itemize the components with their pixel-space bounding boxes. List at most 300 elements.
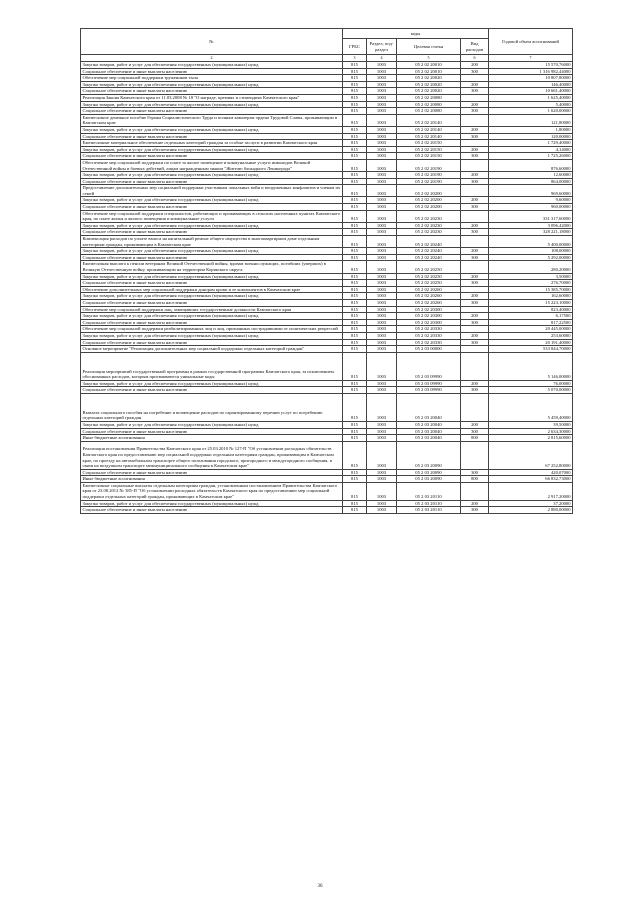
cell-expense-type bbox=[461, 114, 489, 126]
cell-name: Обеспечение мер социальной поддержки лиц, замещавших государственные должности Камчатского края bbox=[81, 306, 343, 313]
cell-section: 1003 bbox=[367, 126, 397, 133]
cell-grbs: 815 bbox=[343, 229, 367, 236]
table-row bbox=[81, 172, 573, 179]
cell-expense-type: 200 bbox=[461, 101, 489, 108]
cell-amount: 2 917,20000 bbox=[489, 482, 573, 500]
cell-amount: 817,22500 bbox=[489, 319, 573, 326]
cell-amount: 331 317,60000 bbox=[489, 210, 573, 222]
table-row bbox=[81, 185, 573, 197]
cell-expense-type: 200 bbox=[461, 62, 489, 69]
cell-grbs: 815 bbox=[343, 380, 367, 387]
cell-target-article: 05 2 02 20190 bbox=[397, 172, 461, 179]
cell-expense-type bbox=[461, 286, 489, 293]
table-row bbox=[81, 108, 573, 115]
cell-amount: 5,40000 bbox=[489, 101, 573, 108]
cell-expense-type bbox=[461, 75, 489, 82]
cell-name: Социальное обеспечение и иные выплаты населению bbox=[81, 319, 343, 326]
table-row bbox=[81, 293, 573, 300]
cell-amount: 120,00000 bbox=[489, 133, 573, 140]
table-row bbox=[81, 75, 573, 82]
cell-target-article: 05 2 02 20300 bbox=[397, 319, 461, 326]
table-row bbox=[81, 197, 573, 204]
cell-amount: 328 221,18000 bbox=[489, 229, 573, 236]
table-row bbox=[81, 313, 573, 320]
cell-expense-type bbox=[461, 326, 489, 333]
cell-grbs: 815 bbox=[343, 236, 367, 248]
cell-amount: 4,14000 bbox=[489, 146, 573, 153]
cell-amount: 20 445,00000 bbox=[489, 326, 573, 333]
cell-expense-type: 300 bbox=[461, 387, 489, 394]
cell-expense-type: 200 bbox=[461, 81, 489, 88]
cell-target-article: 05 2 03 09990 bbox=[397, 380, 461, 387]
cell-amount: 823,40000 bbox=[489, 306, 573, 313]
cell-grbs: 815 bbox=[343, 88, 367, 95]
cell-amount: 2 880,00000 bbox=[489, 507, 573, 514]
table-row bbox=[81, 280, 573, 287]
cell-target-article: 05 2 02 20230 bbox=[397, 229, 461, 236]
table-row bbox=[81, 469, 573, 476]
cell-grbs: 815 bbox=[343, 108, 367, 115]
cell-section: 1003 bbox=[367, 108, 397, 115]
cell-section: 1003 bbox=[367, 75, 397, 82]
cell-expense-type bbox=[461, 261, 489, 273]
cell-target-article: 05 2 02 20080 bbox=[397, 108, 461, 115]
cell-section: 1003 bbox=[367, 326, 397, 333]
cell-expense-type: 200 bbox=[461, 380, 489, 387]
cell-section: 1003 bbox=[367, 146, 397, 153]
cell-grbs: 815 bbox=[343, 140, 367, 147]
cell-target-article: 05 2 02 20010 bbox=[397, 68, 461, 75]
table-row bbox=[81, 81, 573, 88]
cell-section: 1003 bbox=[367, 339, 397, 346]
cell-expense-type: 300 bbox=[461, 280, 489, 287]
cell-section: 1003 bbox=[367, 332, 397, 339]
cell-grbs: 815 bbox=[343, 387, 367, 394]
cell-section: 1003 bbox=[367, 293, 397, 300]
cell-amount: 10 807,80000 bbox=[489, 75, 573, 82]
cell-section: 1003 bbox=[367, 88, 397, 95]
cell-name: Ежемесячные материальное обеспечение отдельных категорий граждан за особые заслуги в развитии Камчатского края bbox=[81, 140, 343, 147]
cell-section: 1003 bbox=[367, 393, 397, 421]
cell-amount: 276,70000 bbox=[489, 280, 573, 287]
cell-name: Закупка товаров, работ и услуг для обеспечения государственных (муниципальных) нужд bbox=[81, 421, 343, 428]
cell-target-article: 05 2 02 20250 bbox=[397, 273, 461, 280]
cell-grbs: 815 bbox=[343, 280, 367, 287]
cell-target-article: 05 2 02 20140 bbox=[397, 114, 461, 126]
cell-target-article: 05 2 02 20200 bbox=[397, 204, 461, 211]
cell-section: 1003 bbox=[367, 380, 397, 387]
cell-section: 1003 bbox=[367, 81, 397, 88]
cell-grbs: 815 bbox=[343, 346, 367, 353]
cell-expense-type: 300 bbox=[461, 507, 489, 514]
table-row bbox=[81, 319, 573, 326]
cell-grbs: 815 bbox=[343, 306, 367, 313]
cell-section: 1003 bbox=[367, 435, 397, 442]
table-row bbox=[81, 210, 573, 222]
cell-target-article: 05 2 02 20240 bbox=[397, 248, 461, 255]
cell-expense-type bbox=[461, 140, 489, 147]
cell-expense-type: 200 bbox=[461, 332, 489, 339]
cell-section: 1003 bbox=[367, 62, 397, 69]
cell-grbs: 815 bbox=[343, 286, 367, 293]
cell-target-article: 05 2 02 20140 bbox=[397, 126, 461, 133]
cell-amount: 9,60000 bbox=[489, 197, 573, 204]
cell-amount: 1 725,26000 bbox=[489, 153, 573, 160]
cell-expense-type: 300 bbox=[461, 469, 489, 476]
cell-amount: 5 459,40000 bbox=[489, 393, 573, 421]
cell-expense-type: 200 bbox=[461, 172, 489, 179]
cell-target-article: 05 2 02 20230 bbox=[397, 222, 461, 229]
cell-target-article: 05 2 03 09990 bbox=[397, 387, 461, 394]
cell-grbs: 815 bbox=[343, 507, 367, 514]
cell-target-article: 05 2 03 20040 bbox=[397, 421, 461, 428]
cell-amount: 3,50000 bbox=[489, 273, 573, 280]
cell-target-article: 05 2 02 20080 bbox=[397, 94, 461, 101]
cell-grbs: 815 bbox=[343, 133, 367, 140]
cell-amount: 12,60000 bbox=[489, 172, 573, 179]
cell-grbs: 815 bbox=[343, 482, 367, 500]
cell-name: Социальное обеспечение и иные выплаты населению bbox=[81, 387, 343, 394]
cell-amount: 864,00000 bbox=[489, 178, 573, 185]
cell-section: 1003 bbox=[367, 500, 397, 507]
cell-name: Закупка товаров, работ и услуг для обеспечения государственных (муниципальных) нужд bbox=[81, 380, 343, 387]
cell-section: 1003 bbox=[367, 476, 397, 483]
cell-name: Социальное обеспечение и иные выплаты населению bbox=[81, 153, 343, 160]
table-row bbox=[81, 380, 573, 387]
cell-amount: 15 223,10000 bbox=[489, 299, 573, 306]
cell-amount: 162,60000 bbox=[489, 293, 573, 300]
table-row bbox=[81, 441, 573, 469]
cell-amount: 15 385,70000 bbox=[489, 286, 573, 293]
header-codes-group: коды bbox=[343, 29, 489, 39]
cell-amount: 15 570,76000 bbox=[489, 62, 573, 69]
cell-name: Закупка товаров, работ и услуг для обеспечения государственных (муниципальных) нужд bbox=[81, 172, 343, 179]
table-row bbox=[81, 254, 573, 261]
cell-grbs: 815 bbox=[343, 204, 367, 211]
cell-name: Иные бюджетные ассигнования bbox=[81, 435, 343, 442]
cell-amount: 1 316 982,44000 bbox=[489, 68, 573, 75]
cell-name: Обеспечение мер социальной поддержки реабилитированных лиц и лиц, признанных пострадавшими от политических репрессий bbox=[81, 326, 343, 333]
cell-name: Социальное обеспечение и иные выплаты населению bbox=[81, 204, 343, 211]
table-row bbox=[81, 153, 573, 160]
cell-amount: 37,20000 bbox=[489, 500, 573, 507]
cell-target-article: 05 2 02 20190 bbox=[397, 178, 461, 185]
table-row bbox=[81, 159, 573, 171]
cell-name: Социальное обеспечение и иные выплаты населению bbox=[81, 299, 343, 306]
cell-name: Компенсация расходов по уплате взноса на капитальный ремонт общего имущества в многоквартирном доме отдельным категориям граждан, проживающим в Камчатском крае bbox=[81, 236, 343, 248]
cell-grbs: 815 bbox=[343, 146, 367, 153]
cell-target-article: 05 2 02 20250 bbox=[397, 261, 461, 273]
cell-section: 1003 bbox=[367, 352, 397, 380]
cell-target-article: 05 2 03 09990 bbox=[397, 352, 461, 380]
cell-grbs: 815 bbox=[343, 126, 367, 133]
cell-name: Социальное обеспечение и иные выплаты населению bbox=[81, 229, 343, 236]
cell-section: 1003 bbox=[367, 428, 397, 435]
cell-amount: 66 832,73000 bbox=[489, 476, 573, 483]
cell-grbs: 815 bbox=[343, 299, 367, 306]
cell-grbs: 815 bbox=[343, 273, 367, 280]
table-row bbox=[81, 229, 573, 236]
cell-expense-type bbox=[461, 482, 489, 500]
cell-expense-type bbox=[461, 210, 489, 222]
cell-amount: 960,00000 bbox=[489, 204, 573, 211]
cell-grbs: 815 bbox=[343, 81, 367, 88]
cell-target-article: 05 2 02 20140 bbox=[397, 133, 461, 140]
cell-grbs: 815 bbox=[343, 293, 367, 300]
cell-section: 1003 bbox=[367, 261, 397, 273]
cell-target-article: 05 2 02 20240 bbox=[397, 236, 461, 248]
cell-section: 1003 bbox=[367, 319, 397, 326]
cell-target-article: 05 2 02 20330 bbox=[397, 339, 461, 346]
cell-section: 1003 bbox=[367, 441, 397, 469]
cell-expense-type: 300 bbox=[461, 153, 489, 160]
header-expense-type: Вид расходов bbox=[461, 39, 489, 55]
cell-amount: 1,80000 bbox=[489, 126, 573, 133]
table-row bbox=[81, 146, 573, 153]
cell-name: Ежемесячное денежное пособие Героям Социалистического Труда и полным кавалерам ордена Трудовой Славы, проживающим в Камчатском крае bbox=[81, 114, 343, 126]
cell-name: Обеспечение дополнительных мер социальной поддержки донорам крови и ее компонентов в Камчатском крае bbox=[81, 286, 343, 293]
cell-expense-type: 300 bbox=[461, 229, 489, 236]
cell-expense-type: 300 bbox=[461, 339, 489, 346]
cell-grbs: 815 bbox=[343, 153, 367, 160]
table-row bbox=[81, 500, 573, 507]
cell-expense-type: 200 bbox=[461, 313, 489, 320]
cell-section: 1003 bbox=[367, 229, 397, 236]
cell-name: Социальное обеспечение и иные выплаты населению bbox=[81, 178, 343, 185]
cell-grbs: 815 bbox=[343, 319, 367, 326]
cell-name: Социальное обеспечение и иные выплаты населению bbox=[81, 507, 343, 514]
cell-amount: 3 096,42000 bbox=[489, 222, 573, 229]
cell-section: 1003 bbox=[367, 387, 397, 394]
table-row bbox=[81, 68, 573, 75]
cell-expense-type: 300 bbox=[461, 88, 489, 95]
cell-name: Реализация постановления Правительства Камчатского края от 25.03.2010 № 127-П "Об установлении расходных обязательств Камчатского края по предоставлению мер социальной поддержки отдельным категориям граждан, проживающим в Камчатском крае, по проезду на автомобильном транспорте общего пользования городского, пригородного и междугородного сообщения, в связи на воздушном транспорте межмуниципального сообщения в Камчатском крае" bbox=[81, 441, 343, 469]
cell-grbs: 815 bbox=[343, 210, 367, 222]
cell-name: Иные бюджетные ассигнования bbox=[81, 476, 343, 483]
cell-name: Социальное обеспечение и иные выплаты населению bbox=[81, 68, 343, 75]
cell-target-article: 05 2 02 20150 bbox=[397, 153, 461, 160]
page-number: 36 bbox=[317, 884, 323, 889]
cell-expense-type bbox=[461, 352, 489, 380]
cell-section: 1003 bbox=[367, 299, 397, 306]
table-row bbox=[81, 273, 573, 280]
table-row bbox=[81, 140, 573, 147]
cell-expense-type bbox=[461, 185, 489, 197]
budget-table-sheet bbox=[80, 28, 572, 514]
cell-expense-type: 300 bbox=[461, 299, 489, 306]
table-row bbox=[81, 248, 573, 255]
cell-amount: 1 620,00000 bbox=[489, 108, 573, 115]
cell-target-article: 05 2 02 20300 bbox=[397, 313, 461, 320]
cell-name: Закупка товаров, работ и услуг для обеспечения государственных (муниципальных) нужд bbox=[81, 101, 343, 108]
cell-target-article: 05 2 02 20250 bbox=[397, 280, 461, 287]
cell-section: 1003 bbox=[367, 222, 397, 229]
cell-name: Обеспечение мер социальной поддержки тружеников тыла bbox=[81, 75, 343, 82]
cell-amount: 76,00000 bbox=[489, 380, 573, 387]
cell-name: Социальное обеспечение и иные выплаты населению bbox=[81, 133, 343, 140]
cell-name: Социальное обеспечение и иные выплаты населению bbox=[81, 428, 343, 435]
cell-name: Закупка товаров, работ и услуг для обеспечения государственных (муниципальных) нужд bbox=[81, 146, 343, 153]
cell-target-article: 05 2 03 20090 bbox=[397, 441, 461, 469]
cell-name: Реализация мероприятий государственной программы в рамках государственной программы Камчатского края, за исключением обоснованных расходов, которым присваиваются уникальные коды bbox=[81, 352, 343, 380]
cell-target-article: 05 2 02 20010 bbox=[397, 62, 461, 69]
cell-name: Социальное обеспечение и иные выплаты населению bbox=[81, 254, 343, 261]
cell-grbs: 815 bbox=[343, 261, 367, 273]
cell-amount: 5 292,00000 bbox=[489, 254, 573, 261]
cell-grbs: 815 bbox=[343, 421, 367, 428]
cell-section: 1003 bbox=[367, 273, 397, 280]
table-row bbox=[81, 126, 573, 133]
cell-target-article: 05 2 02 20150 bbox=[397, 146, 461, 153]
cell-expense-type: 300 bbox=[461, 108, 489, 115]
cell-expense-type bbox=[461, 393, 489, 421]
cell-target-article: 05 2 03 00000 bbox=[397, 346, 461, 353]
cell-section: 1003 bbox=[367, 482, 397, 500]
cell-grbs: 815 bbox=[343, 248, 367, 255]
table-row bbox=[81, 476, 573, 483]
cell-grbs: 815 bbox=[343, 352, 367, 380]
table-row bbox=[81, 306, 573, 313]
cell-amount: 5 146,00000 bbox=[489, 352, 573, 380]
table-row bbox=[81, 393, 573, 421]
cell-amount: 876,60000 bbox=[489, 159, 573, 171]
cell-grbs: 815 bbox=[343, 94, 367, 101]
cell-section: 1003 bbox=[367, 286, 397, 293]
cell-section: 1003 bbox=[367, 101, 397, 108]
cell-section: 1003 bbox=[367, 306, 397, 313]
cell-name: Социальное обеспечение и иные выплаты населению bbox=[81, 88, 343, 95]
cell-expense-type: 200 bbox=[461, 248, 489, 255]
cell-amount: 67 252,80000 bbox=[489, 441, 573, 469]
cell-target-article: 05 2 03 20040 bbox=[397, 393, 461, 421]
cell-target-article: 05 2 02 20330 bbox=[397, 326, 461, 333]
cell-section: 1003 bbox=[367, 94, 397, 101]
header-col-number: 3 bbox=[343, 55, 367, 62]
cell-name: Закупка товаров, работ и услуг для обеспечения государственных (муниципальных) нужд bbox=[81, 332, 343, 339]
table-row bbox=[81, 428, 573, 435]
cell-amount: 5 070,00000 bbox=[489, 387, 573, 394]
cell-amount: 121,80000 bbox=[489, 114, 573, 126]
cell-section: 1003 bbox=[367, 248, 397, 255]
cell-target-article: 05 2 02 20240 bbox=[397, 254, 461, 261]
table-row bbox=[81, 286, 573, 293]
cell-grbs: 815 bbox=[343, 469, 367, 476]
cell-section: 1003 bbox=[367, 254, 397, 261]
table-row bbox=[81, 387, 573, 394]
cell-name: Закупка товаров, работ и услуг для обеспечения государственных (муниципальных) нужд bbox=[81, 293, 343, 300]
cell-target-article: 05 2 02 20020 bbox=[397, 88, 461, 95]
cell-amount: 253,60000 bbox=[489, 332, 573, 339]
header-section: Раздел, под-раздел bbox=[367, 39, 397, 55]
header-col-number: 6 bbox=[461, 55, 489, 62]
cell-section: 1003 bbox=[367, 204, 397, 211]
table-row bbox=[81, 236, 573, 248]
cell-target-article: 05 2 02 20200 bbox=[397, 185, 461, 197]
cell-amount: 10 661,40000 bbox=[489, 88, 573, 95]
cell-expense-type: 300 bbox=[461, 133, 489, 140]
cell-amount: 1 625,40000 bbox=[489, 94, 573, 101]
cell-target-article: 05 2 03 20040 bbox=[397, 435, 461, 442]
cell-amount: 533 844,70000 bbox=[489, 346, 573, 353]
cell-amount: 969,60000 bbox=[489, 185, 573, 197]
cell-grbs: 815 bbox=[343, 254, 367, 261]
cell-expense-type bbox=[461, 441, 489, 469]
cell-grbs: 815 bbox=[343, 332, 367, 339]
cell-name: Социальное обеспечение и иные выплаты населению bbox=[81, 280, 343, 287]
cell-grbs: 815 bbox=[343, 222, 367, 229]
table-row bbox=[81, 326, 573, 333]
cell-name: Закупка товаров, работ и услуг для обеспечения государственных (муниципальных) нужд bbox=[81, 313, 343, 320]
cell-section: 1003 bbox=[367, 197, 397, 204]
cell-expense-type: 300 bbox=[461, 68, 489, 75]
cell-amount: 5 400,00000 bbox=[489, 236, 573, 248]
cell-section: 1003 bbox=[367, 114, 397, 126]
cell-amount: 2 815,60000 bbox=[489, 435, 573, 442]
table-row bbox=[81, 88, 573, 95]
table-row bbox=[81, 339, 573, 346]
cell-expense-type: 300 bbox=[461, 204, 489, 211]
cell-target-article: 05 2 02 20020 bbox=[397, 81, 461, 88]
cell-grbs: 815 bbox=[343, 68, 367, 75]
table-row bbox=[81, 346, 573, 353]
cell-section: 1003 bbox=[367, 178, 397, 185]
cell-grbs: 815 bbox=[343, 435, 367, 442]
table-row bbox=[81, 178, 573, 185]
cell-target-article: 05 2 03 20090 bbox=[397, 469, 461, 476]
cell-name: Социальное обеспечение и иные выплаты населению bbox=[81, 339, 343, 346]
table-row bbox=[81, 482, 573, 500]
cell-expense-type bbox=[461, 236, 489, 248]
cell-expense-type bbox=[461, 94, 489, 101]
cell-expense-type bbox=[461, 346, 489, 353]
table-row bbox=[81, 261, 573, 273]
cell-section: 1003 bbox=[367, 280, 397, 287]
table-body bbox=[81, 62, 573, 514]
cell-expense-type bbox=[461, 306, 489, 313]
table-row bbox=[81, 222, 573, 229]
table-row bbox=[81, 94, 573, 101]
cell-target-article: 05 2 03 20110 bbox=[397, 482, 461, 500]
table-row bbox=[81, 133, 573, 140]
cell-expense-type: 300 bbox=[461, 319, 489, 326]
cell-expense-type: 200 bbox=[461, 500, 489, 507]
cell-section: 1003 bbox=[367, 159, 397, 171]
cell-grbs: 815 bbox=[343, 476, 367, 483]
header-col-number: 7 bbox=[489, 55, 573, 62]
cell-target-article: 05 2 02 20260 bbox=[397, 293, 461, 300]
cell-name: Предоставление дополнительных мер социальной поддержки участникам локальных войн и вооруженных конфликтов и членам их семей bbox=[81, 185, 343, 197]
cell-name: Социальное обеспечение и иные выплаты населению bbox=[81, 469, 343, 476]
cell-grbs: 815 bbox=[343, 172, 367, 179]
cell-grbs: 815 bbox=[343, 114, 367, 126]
cell-expense-type: 200 bbox=[461, 126, 489, 133]
cell-grbs: 815 bbox=[343, 185, 367, 197]
header-col-number: 2 bbox=[81, 55, 343, 62]
cell-target-article: 05 2 02 20260 bbox=[397, 286, 461, 293]
cell-name: Закупка товаров, работ и услуг для обеспечения государственных (муниципальных) нужд bbox=[81, 197, 343, 204]
cell-grbs: 815 bbox=[343, 101, 367, 108]
cell-amount: 146,40000 bbox=[489, 81, 573, 88]
table-row bbox=[81, 204, 573, 211]
cell-section: 1003 bbox=[367, 153, 397, 160]
cell-target-article: 05 2 03 20110 bbox=[397, 507, 461, 514]
cell-name: Основное мероприятие "Реализация дополнительных мер социальной поддержки отдельных категорий граждан" bbox=[81, 346, 343, 353]
cell-grbs: 815 bbox=[343, 339, 367, 346]
cell-expense-type: 200 bbox=[461, 421, 489, 428]
cell-amount: 20 191,40000 bbox=[489, 339, 573, 346]
cell-expense-type: 300 bbox=[461, 428, 489, 435]
budget-allocation-table bbox=[80, 28, 573, 514]
